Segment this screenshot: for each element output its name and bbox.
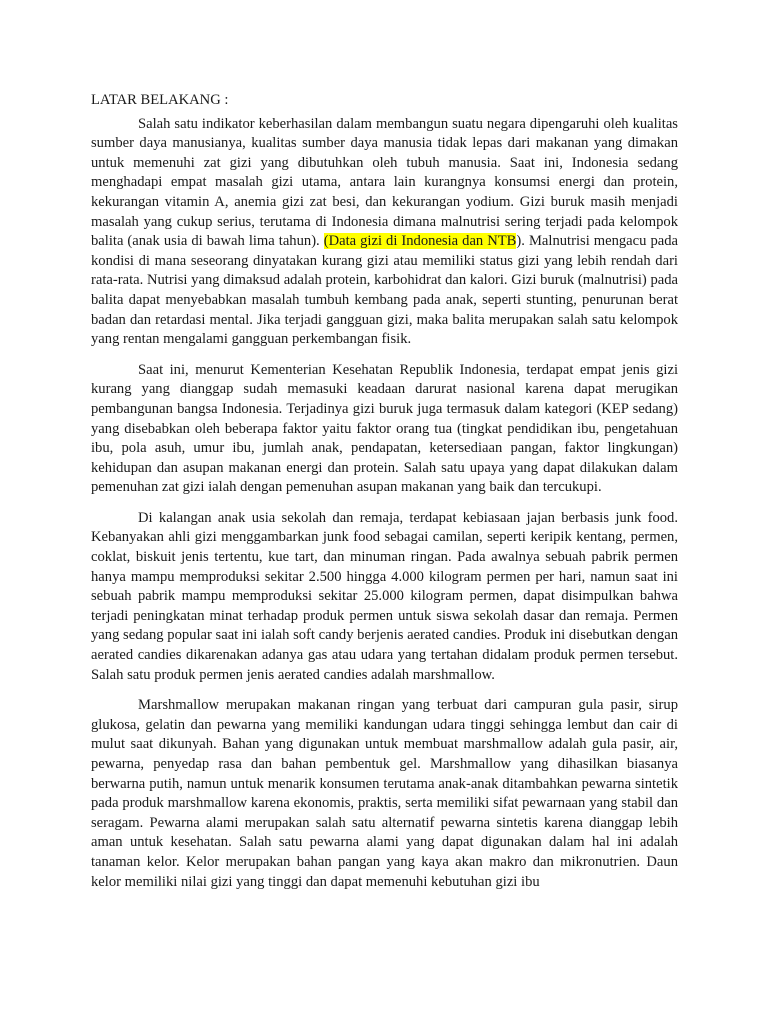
paragraph-1-text-start: Salah satu indikator keberhasilan dalam membangun suatu negara dipengaruhi oleh kualitas sumber daya manusianya, kualitas sumber daya manusia tidak lepas dari makanan yang dimakan untuk memenuhi zat gizi yang dibutuhkan oleh tubuh manusia. Saat ini, Indonesia sedang menghadapi empat masalah gizi utama, antara lain kurangnya konsumsi energi dan protein, kekurangan vitamin A, anemia gizi zat besi, dan kekurangan yodium. Gizi buruk masih menjadi masalah yang cukup serius, terutama di Indonesia dimana malnutrisi sering terjadi pada kelompok balita (anak usia di bawah lima tahun).: [91, 115, 678, 250]
paragraph-1: [91, 115, 678, 350]
paragraph-1-text-end: ). Malnutrisi mengacu pada kondisi di mana seseorang dinyatakan kurang gizi atau memiliki status gizi yang lebih rendah dari rata-rata. Nutrisi yang dimaksud adalah protein, karbohidrat dan kalori. Gizi buruk (malnutrisi) pada balita dapat menyebabkan masalah tumbuh kembang pada anak, seperti stunting, penurunan berat badan dan retardasi mental. Jika terjadi gangguan gizi, maka balita merupakan salah satu kelompok yang rentan mengalami gangguan perkembangan fisik.: [91, 233, 678, 348]
paragraph-4: Marshmallow merupakan makanan ringan yang terbuat dari campuran gula pasir, sirup glukosa, gelatin dan pewarna yang memiliki kandungan udara tinggi sehingga lembut dan cair di mulut saat dikunyah. Bahan yang digunakan untuk membuat marshmallow adalah gula pasir, air, pewarna, penyedap rasa dan bahan pembentuk gel. Marshmallow yang dihasilkan biasanya berwarna putih, namun untuk menarik konsumen terutama anak-anak ditambahkan pewarna sintetik pada produk marshmallow karena ekonomis, praktis, serta memiliki sifat pewarnaan yang stabil dan seragam. Pewarna alami merupakan salah satu alternatif pewarna sintetis karena dianggap lebih aman untuk kesehatan. Salah satu pewarna alami yang dapat digunakan dalam hal ini adalah tanaman kelor. Kelor merupakan bahan pangan yang kaya akan makro dan mikronutrien. Daun kelor memiliki nilai gizi yang tinggi dan dapat memenuhi kebutuhan gizi ibu: [91, 697, 678, 890]
section-heading: LATAR BELAKANG :: [91, 92, 229, 108]
highlighted-note: (Data gizi di Indonesia dan NTB: [323, 233, 517, 250]
paragraph-3: Di kalangan anak usia sekolah dan remaja, terdapat kebiasaan jajan berbasis junk food. Kebanyakan ahli gizi menggambarkan junk food sebagai camilan, seperti keripik kentang, permen, coklat, biskuit jenis tertentu, kue tart, dan minuman ringan. Pada awalnya sebuah pabrik permen hanya mampu memproduksi sekitar 2.500 hingga 4.000 kilogram permen per hari, namun saat ini sebuah pabrik mampu memproduksi sekitar 25.000 kilogram permen, dapat disimpulkan bahwa terjadi peningkatan minat terhadap produk permen untuk siswa sekolah dasar dan remaja. Permen yang sedang popular saat ini ialah soft candy berjenis aerated candies. Produk ini disebutkan dengan aerated candies dikarenakan adanya gas atau udara yang tertahan didalam produk permen tersebut. Salah satu produk permen jenis aerated candies adalah marshmallow.: [91, 509, 678, 683]
paragraph-2: Saat ini, menurut Kementerian Kesehatan Republik Indonesia, terdapat empat jenis gizi kurang yang dianggap sudah memasuki keadaan darurat nasional karena dapat merugikan pembangunan bangsa Indonesia. Terjadinya gizi buruk juga termasuk dalam kategori (KEP sedang) yang disebabkan oleh beberapa faktor yaitu faktor orang tua (tingkat pendidikan ibu, pengetahuan ibu, pola asuh, umur ibu, jumlah anak, pendapatan, ketersediaan pangan, faktor lingkungan) kehidupan dan asupan makanan energi dan protein. Salah satu upaya yang dapat dilakukan dalam pemenuhan zat gizi ialah dengan pemenuhan asupan makanan yang baik dan tercukupi.: [91, 361, 678, 496]
document-body: [91, 91, 678, 903]
